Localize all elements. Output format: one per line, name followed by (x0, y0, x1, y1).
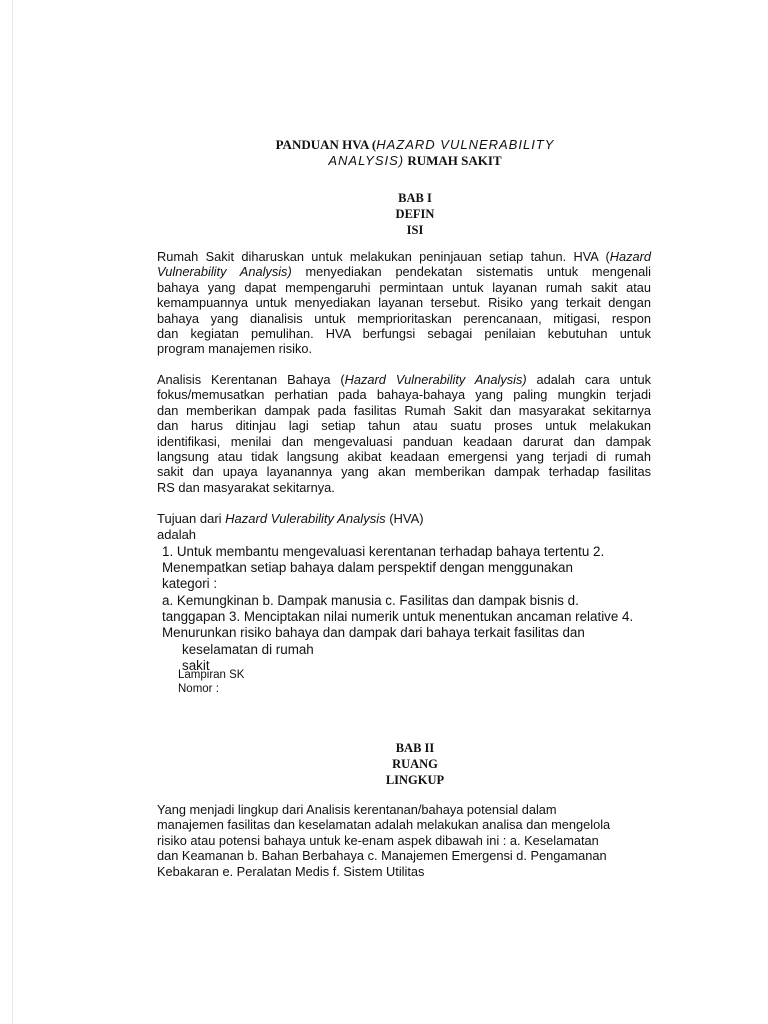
text-span: (HVA) (385, 511, 424, 526)
text-line (157, 372, 651, 387)
text-line: program manajemen risiko. (157, 341, 313, 357)
paragraph-scope (157, 802, 665, 879)
heading-line: LINGKUP (385, 773, 445, 787)
objective-item-1: 1. Untuk membantu mengevaluasi kerentanan terhadap bahaya tertentu 2. (162, 544, 605, 559)
text-line: bahaya yang dapat mempengaruhi permintaan untuk layanan rumah sakit atau (157, 279, 651, 295)
text-line: risiko atau potensi bahaya untuk ke-enam aspek dibawah ini : a. Keselamatan (157, 832, 599, 848)
italic-span: Hazard Vulerability Analysis (225, 511, 386, 526)
objective-item-4: Menurunkan risiko bahaya dan dampak dari bahaya terkait fasilitas dan (162, 625, 585, 640)
text-line: dan kegiatan pemulihan. HVA berfungsi sebagai penilaian kebutuhan untuk (157, 326, 651, 342)
objective-item-3: tanggapan 3. Menciptakan nilai numerik untuk menentukan ancaman relative 4. (162, 609, 634, 624)
text-span: Tujuan dari (157, 511, 226, 526)
objective-item-2: Menempatkan setiap bahaya dalam perspektif dengan menggunakan (162, 560, 573, 575)
heading-line: ISI (406, 223, 424, 237)
text-line: langsung atau tidak langsung akibat keadaan emergensi yang terjadi di rumah (157, 449, 651, 465)
text-line: identifikasi, menilai dan mengevaluasi panduan keadaan darurat dan dampak (157, 433, 651, 449)
text-line: dan harus ditinjau lagi setiap tahun atau suatu proses untuk melakukan (157, 418, 651, 434)
chapter-heading-1 (330, 190, 500, 238)
document-title (230, 137, 600, 169)
text-span: Analisis Kerentanan Bahaya ( (157, 372, 345, 387)
paragraph-analysis (157, 372, 651, 495)
page-edge (12, 0, 13, 1024)
italic-span: Vulnerability Analysis) (157, 264, 292, 280)
text-line: kemampuannya untuk menyediakan layanan tersebut. Risiko yang terkait dengan (157, 295, 651, 311)
text-line: sakit (182, 658, 210, 673)
text-line: dan Keamanan b. Bahan Berbahaya c. Manajemen Emergensi d. Pengamanan (157, 848, 607, 864)
text-line (157, 264, 651, 279)
text-span: Rumah Sakit diharuskan untuk melakukan peninjauan setiap tahun. HVA ( (157, 249, 610, 264)
heading-line: BAB II (395, 741, 435, 755)
title-part: RUMAH SAKIT (404, 153, 502, 168)
text-line: keselamatan di rumah (182, 642, 314, 657)
title-italic: HAZARD VULNERABILITY (376, 137, 555, 152)
italic-span: Hazard (609, 249, 651, 264)
text-line: RS dan masyarakat sekitarnya. (157, 479, 335, 495)
heading-line: BAB I (398, 191, 432, 205)
text-line: sakit dan upaya layanannya yang akan memberikan dampak terhadap fasilitas (157, 464, 651, 480)
chapter-heading-2 (330, 740, 500, 788)
text-span: adalah cara untuk (526, 372, 651, 387)
text-line: dan memberikan dampak pada fasilitas Rumah Sakit dan masyarakat sekitarnya (157, 402, 651, 418)
text-line: manajemen fasilitas dan keselamatan adalah melakukan analisa dan mengelola (157, 817, 611, 833)
text-span: menyediakan pendekatan sistematis untuk mengenali (291, 264, 651, 280)
category-list: a. Kemungkinan b. Dampak manusia c. Fasilitas dan dampak bisnis d. (162, 593, 579, 608)
italic-span: Hazard Vulnerability Analysis) (344, 372, 527, 387)
text-line: kategori : (162, 576, 218, 591)
text-line: adalah (157, 527, 197, 542)
text-line: Kebakaran e. Peralatan Medis f. Sistem Utilitas (157, 863, 425, 879)
heading-line: RUANG (392, 757, 438, 771)
heading-line: DEFIN (395, 207, 435, 221)
text-line (157, 249, 651, 264)
attachment-label: Lampiran SK (178, 669, 245, 681)
objective-intro (157, 511, 424, 527)
text-line: Yang menjadi lingkup dari Analisis kerentanan/bahaya potensial dalam (157, 802, 557, 817)
text-line: bahaya yang dianalisis untuk memprioritaskan perencanaan, mitigasi, respon (157, 310, 651, 326)
text-line: fokus/memusatkan perhatian pada bahaya-bahaya yang paling mungkin terjadi (157, 387, 651, 403)
title-part: PANDUAN HVA ( (275, 137, 377, 152)
number-label: Nomor : (178, 683, 219, 695)
title-italic: ANALYSIS) (328, 153, 405, 168)
paragraph-definition (157, 249, 651, 357)
